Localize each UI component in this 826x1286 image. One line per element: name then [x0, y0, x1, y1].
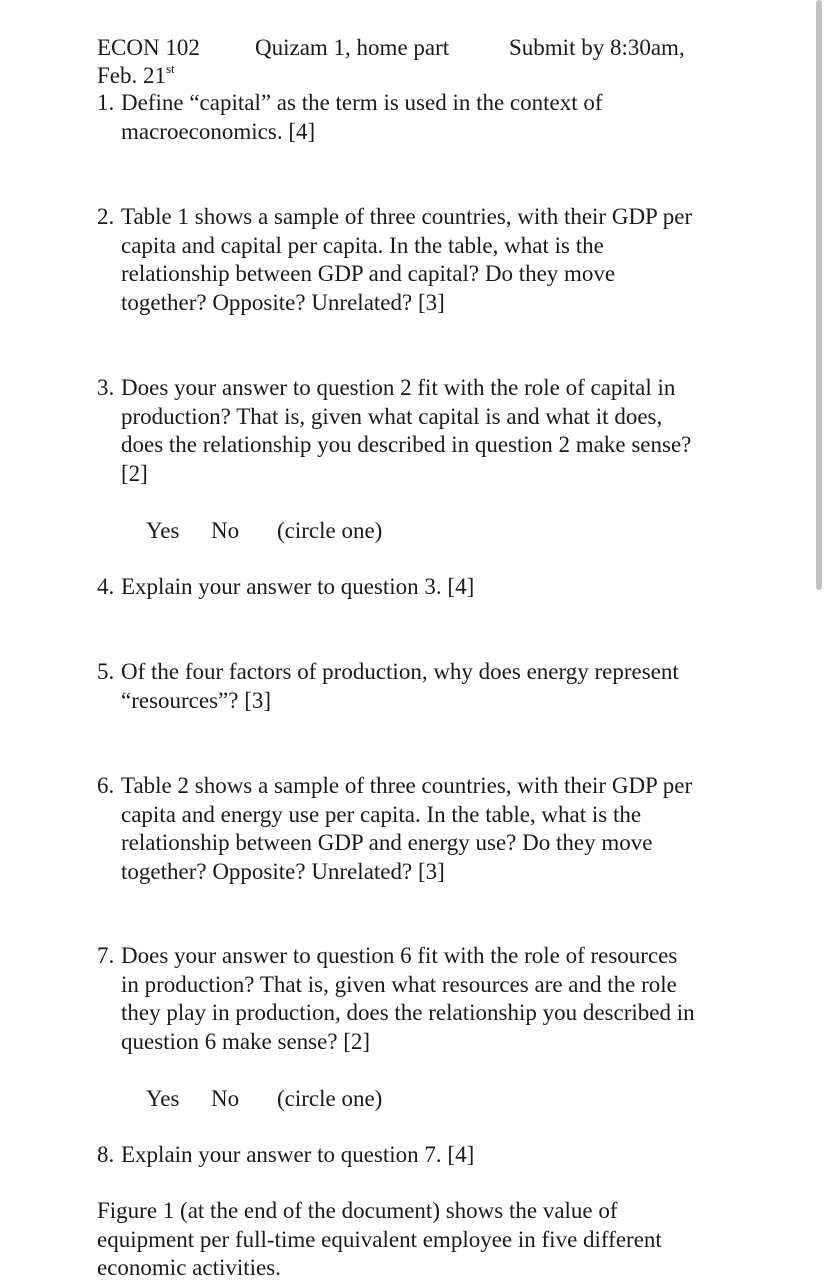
question-number: 8. — [97, 1142, 115, 1167]
question-6 — [97, 772, 737, 887]
question-text: Table 1 shows a sample of three countries, with their GDP per capita and capital per capita. In the table, what is the relationship between GDP and capital? Do they move together? Opposite? Unrelated? [3] — [121, 204, 693, 316]
question-8 — [97, 1141, 737, 1170]
choice-yes[interactable]: Yes — [146, 1086, 180, 1111]
quiz-title: Quizam 1, home part — [255, 35, 450, 60]
question-2 — [97, 203, 737, 318]
question-number: 6. — [97, 773, 115, 798]
question-text: Explain your answer to question 3. [4] — [121, 574, 475, 599]
question-text: Define “capital” as the term is used in the context of macroeconomics. [4] — [121, 90, 603, 144]
vertical-scrollbar[interactable] — [816, 0, 822, 590]
question-text: Does your answer to question 2 fit with the role of capital in production? That is, given what capital is and what it does, does the relationship you described in question 2 make sense? [2] — [121, 375, 692, 487]
question-number: 2. — [97, 204, 115, 229]
circle-one-instruction: (circle one) — [277, 1086, 383, 1111]
question-text: Does your answer to question 6 fit with the role of resources in production? That is, given what resources are and the role they play in production, does the relationship you described in question 6 make sense? [2] — [121, 943, 695, 1055]
course-code: ECON 102 — [97, 35, 200, 60]
question-text: Table 2 shows a sample of three countries, with their GDP per capita and energy use per capita. In the table, what is the relationship between GDP and energy use? Do they move together? Opposite? Unrelated? [3] — [121, 773, 693, 885]
question-text: Explain your answer to question 7. [4] — [121, 1142, 475, 1167]
question-number: 1. — [97, 90, 115, 115]
question-4 — [97, 573, 737, 602]
submit-deadline: Submit by 8:30am, — [509, 35, 685, 60]
choice-no[interactable]: No — [211, 518, 240, 543]
question-7 — [97, 942, 737, 1057]
question-number: 3. — [97, 375, 115, 400]
question-text: Of the four factors of production, why does energy represent “resources”? [3] — [121, 659, 679, 713]
choice-yes[interactable]: Yes — [146, 518, 180, 543]
question-number: 4. — [97, 574, 115, 599]
question-number: 7. — [97, 943, 115, 968]
question-1 — [97, 89, 737, 146]
question-5 — [97, 658, 737, 715]
date-ordinal-suffix: st — [166, 61, 175, 76]
question-3 — [97, 374, 737, 489]
figure-1-intro-paragraph: Figure 1 (at the end of the document) shows the value of equipment per full-time equivalent employee in five different economic activities. — [97, 1198, 662, 1281]
submit-date-text: Feb. 21 — [97, 63, 166, 88]
circle-one-instruction: (circle one) — [277, 518, 383, 543]
question-number: 5. — [97, 659, 115, 684]
submit-date — [97, 61, 175, 90]
choice-no[interactable]: No — [211, 1086, 240, 1111]
